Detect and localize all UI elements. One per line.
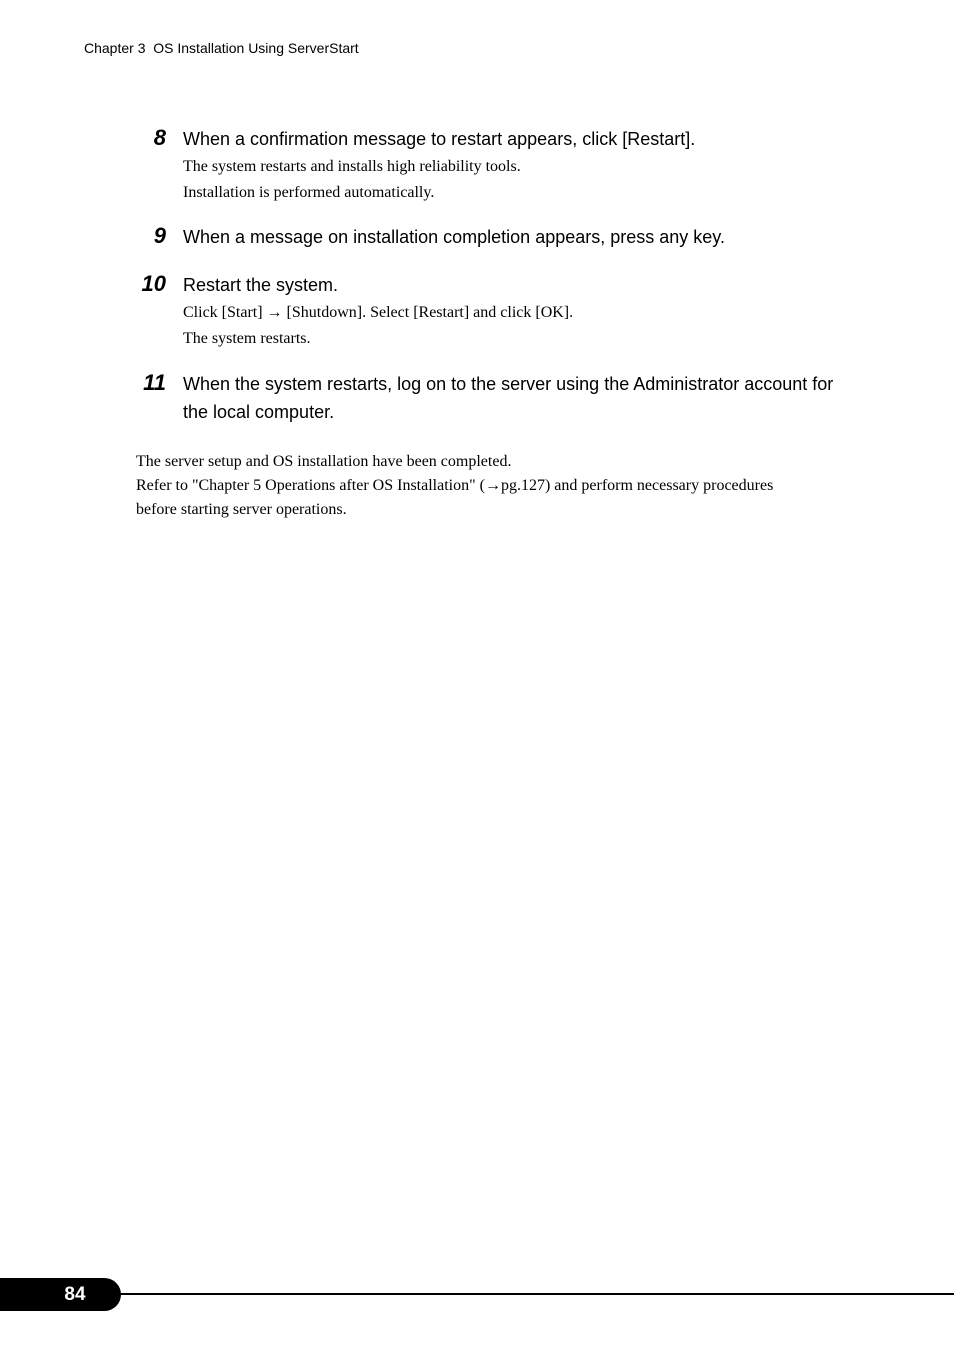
summary-line: Refer to "Chapter 5 Operations after OS Installation" (→pg.127) and perform necessary procedures before starting server operations. xyxy=(136,477,774,518)
summary-text xyxy=(136,450,816,522)
step-number: 9 xyxy=(153,223,166,248)
step-title: Restart the system. xyxy=(183,275,339,295)
step-detail: The system restarts. xyxy=(183,330,311,347)
step-detail: Click [Start] → [Shutdown]. Select [Restart] and click [OK]. xyxy=(183,304,574,321)
step-detail: The system restarts and installs high reliability tools. xyxy=(183,158,521,175)
step-title: When the system restarts, log on to the server using the Administrator account for the local computer. xyxy=(183,374,834,422)
step-number: 8 xyxy=(153,125,166,150)
step-title: When a confirmation message to restart appears, click [Restart]. xyxy=(183,129,696,149)
step-detail: Installation is performed automatically. xyxy=(183,184,435,201)
footer-rule xyxy=(100,1293,954,1295)
step-title: When a message on installation completion appears, press any key. xyxy=(183,227,725,247)
summary-line: The server setup and OS installation have been completed. xyxy=(136,453,512,470)
running-header: Chapter 3 OS Installation Using ServerStart xyxy=(84,40,359,56)
step-number: 10 xyxy=(141,271,166,296)
step-number: 11 xyxy=(143,370,166,395)
page-number: 84 xyxy=(64,1284,86,1305)
